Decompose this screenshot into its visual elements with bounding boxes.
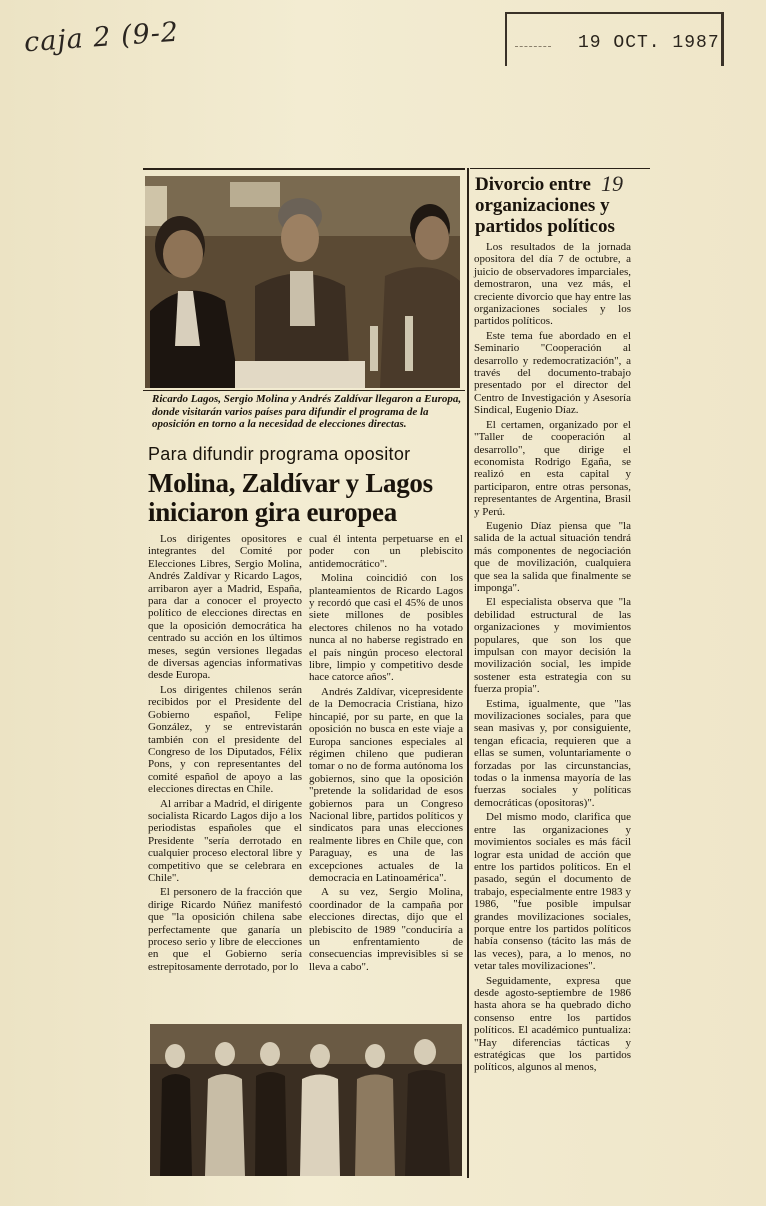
sidebar-paragraph: Del mismo modo, clarifica que entre las organizaciones y movimientos sociales es más fácil lograr esta unidad de acción que entre los partidos políticos. En el pasado, según el documento de trabajo, especialmente entre 1983 y 1986, "fue posible impulsar grandes movilizaciones sociales, porque entre los partidos políticos había consenso (tácito las más de las veces), para, a lo menos, no vetar tales movilizaciones". <box>474 811 631 973</box>
sidebar-paragraph: Eugenio Díaz piensa que "la salida de la actual situación tendrá más componentes de negociación que de movilización, cualquiera que sea la salida que finalmente se imponga". <box>474 519 631 594</box>
article-column-1 <box>148 533 302 975</box>
col1-paragraph: Los dirigentes chilenos serán recibidos por el Presidente del Gobierno español, Felipe González, y se entrevistarán también con el presidente del Congreso de los Diputados, Félix Pons, y con representantes del comité español de apoyo a las elecciones directas en Chile. <box>148 683 302 796</box>
col1-paragraph: El personero de la fracción que dirige Ricardo Núñez manifestó que "la oposición chilena sabe perfectamente que ganaría un proceso serio y libre de elecciones en que el Gobierno sería estrepitosamente derrotado, por lo <box>148 886 302 973</box>
col1-paragraph: Los dirigentes opositores e integrantes del Comité por Elecciones Libres, Sergio Molina, Andrés Zaldívar y Ricardo Lagos, arribaron ayer a Madrid, España, para dar a conocer el proyecto político de elecciones directas en que la oposición democrática ha centrado su acción en los últimos meses, según versiones llegadas de diversas agencias informativas desde Europa. <box>148 533 302 682</box>
article-kicker: Para difundir programa opositor <box>148 444 411 464</box>
sidebar-headline: Divorcio entre organizaciones y partidos políticos <box>475 174 615 237</box>
column-divider <box>467 168 469 1178</box>
sidebar-paragraph: El especialista observa que "la debilidad estructural de las organizaciones y movimientos populares, que son los que impulsan con mayor decisión la movilización social, les impide sostener esta estrategia con su fuerza propia". <box>474 596 631 696</box>
bottom-photo-illustration <box>150 1024 462 1176</box>
sidebar-top-rule <box>470 168 650 169</box>
stamp-mark <box>515 38 551 47</box>
handwritten-mark: 19 <box>601 171 623 196</box>
sidebar-paragraph: Seguidamente, expresa que desde agosto-septiembre de 1986 hasta ahora se ha quebrado dicho consenso entre los partidos políticos. El académico puntualiza: "Hay diferencias tácticas y estratégicas que los partidos políticos, algunos al menos, <box>474 974 631 1074</box>
col2-paragraph: Andrés Zaldívar, vicepresidente de la Democracia Cristiana, hizo hincapié, por su parte, en que la oposición no busca en este viaje a Europa sanciones especiales al régimen chileno que pudieran tomar o no de forma autónoma los gobiernos, sino que la oposición "pretende la solidaridad de esos gobiernos para un Congreso Nacional libre, partidos políticos y sindicatos para unas elecciones realmente libres en Chile que, con Paraguay, es una de las excepciones actuales de la democracia en Latinoamérica". <box>309 685 463 884</box>
col2-paragraph: A su vez, Sergio Molina, coordinador de la campaña por elecciones directas, dijo que el plebiscito de 1989 "conduciría a un enfrentamiento de consecuencias imprevisibles si se lleva a cabo". <box>309 886 463 973</box>
date-stamp: 19 OCT. 1987 <box>578 33 720 53</box>
top-rule <box>143 168 465 170</box>
handwritten-note: caja 2 (9-2 <box>23 16 180 59</box>
sidebar-paragraph: Estima, igualmente, que "las movilizaciones sociales, para que sean masivas y, por consiguiente, tengan eficacia, requieren que a ellas se sumen, voluntariamente o forzadas por las circunstancias, todas o la inmensa mayoría de las fuerzas sociales y políticas democráticas (opositoras)". <box>474 697 631 809</box>
col2-paragraph: cual él intenta perpetuarse en el poder con un plebiscito antidemocrático". <box>309 533 463 570</box>
col2-paragraph: Molina coincidió con los planteamientos de Ricardo Lagos y recordó que casi el 45% de unos siete millones de posibles electores chilenos no ha votado nunca al no haberse registrado en el país ningún proceso electoral libre, limpio y competitivo desde hace catorce años". <box>309 572 463 684</box>
photo-caption: Ricardo Lagos, Sergio Molina y Andrés Zaldívar llegaron a Europa, donde visitarán varios países para difundir el programa de la oposición en torno a la necesidad de elecciones directas. <box>152 393 462 430</box>
sidebar-paragraph: Los resultados de la jornada opositora del día 7 de octubre, a juicio de observadores imparciales, demostraron, una vez más, el creciente divorcio que hay entre las organizaciones sociales y los partidos políticos. <box>474 241 631 328</box>
bottom-photo <box>150 1024 462 1176</box>
top-photo <box>145 176 460 388</box>
col1-paragraph: Al arribar a Madrid, el dirigente socialista Ricardo Lagos dijo a los periodistas españoles que el Presidente "sería derrotado en cualquier proceso electoral libre y competitivo que se celebrara en Chile". <box>148 797 302 884</box>
caption-rule <box>143 390 465 391</box>
sidebar-paragraph: Este tema fue abordado en el Seminario "Cooperación al desarrollo y redemocratización", a través del documento-trabajo presentado por el director del Centro de Investigación y Asesoría Sindical, Eugenio Díaz. <box>474 329 631 417</box>
article-headline: Molina, Zaldívar y Lagos iniciaron gira europea <box>148 468 433 527</box>
article-column-2 <box>309 533 463 975</box>
sidebar-paragraph: El certamen, organizado por el "Taller de cooperación al desarrollo", que dirige el economista Rodrigo Egaña, se realizó en esta capital y participaron, entre otras personas, representantes de Argentina, Brasil y Perú. <box>474 418 631 518</box>
sidebar-column <box>474 241 631 1076</box>
top-photo-illustration <box>145 176 460 388</box>
